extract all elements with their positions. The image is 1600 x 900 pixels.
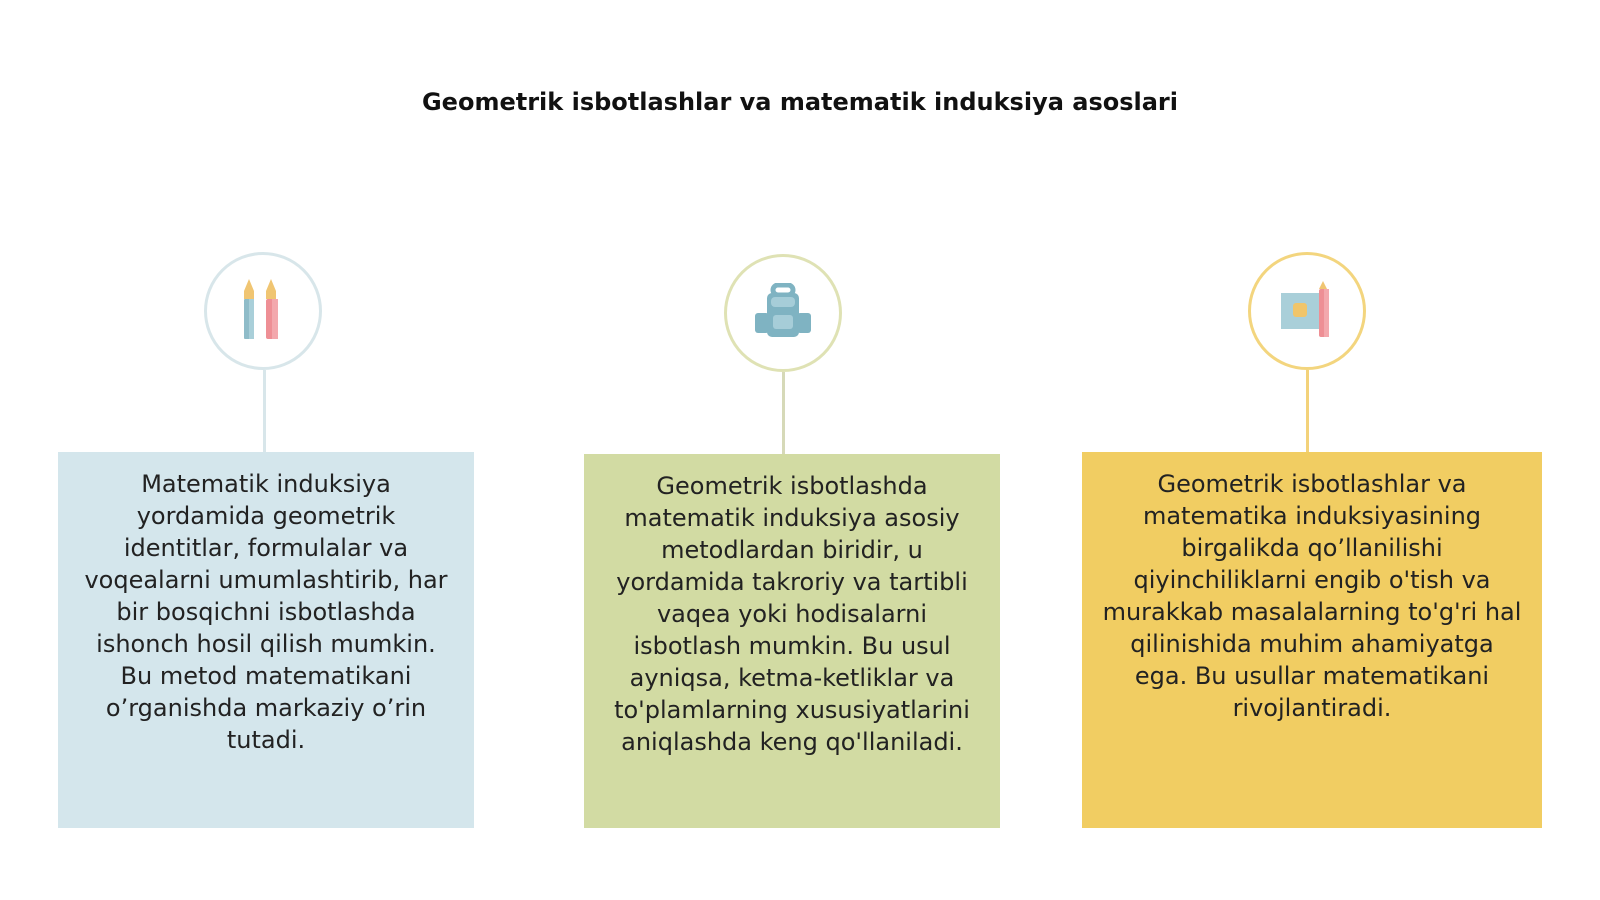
connector-line xyxy=(263,370,266,452)
picture-and-crayon-icon xyxy=(1277,281,1337,341)
card-text: Geometrik isbotlashda matematik induksiya asosiy metodlardan biridir, u yordamida takroriy va tartibli vaqea yoki hodisalarni isbotlash mumkin. Bu usul ayniqsa, ketma-ketliklar va to'plamlarning xususiyatlarini aniqlashda keng qo'llaniladi. xyxy=(614,472,970,756)
page-title: Geometrik isbotlashlar va matematik induksiya asoslari xyxy=(421,88,1178,116)
info-card xyxy=(584,454,1000,828)
connector-line xyxy=(782,372,785,454)
card-text: Geometrik isbotlashlar va matematika induksiyasining birgalikda qo’llanilishi qiyinchiliklarni engib o'tish va murakkab masalalarning to'g'ri hal qilinishida muhim ahamiyatga ega. Bu usullar matematikani rivojlantiradi. xyxy=(1102,470,1522,722)
pencils-icon-circle xyxy=(204,252,322,370)
card-text: Matematik induksiya yordamida geometrik identitlar, formulalar va voqealarni umumlashtirib, har bir bosqichni isbotlashda ishonch hosil qilish mumkin. Bu metod matematikani o’rganishda markaziy o’rin tutadi. xyxy=(84,470,448,754)
info-card xyxy=(1082,452,1542,828)
backpack-icon-circle xyxy=(724,254,842,372)
picture-and-crayon-icon-circle xyxy=(1248,252,1366,370)
pencils-icon xyxy=(236,279,290,343)
backpack-icon xyxy=(753,283,813,343)
info-card xyxy=(58,452,474,828)
connector-line xyxy=(1306,370,1309,452)
